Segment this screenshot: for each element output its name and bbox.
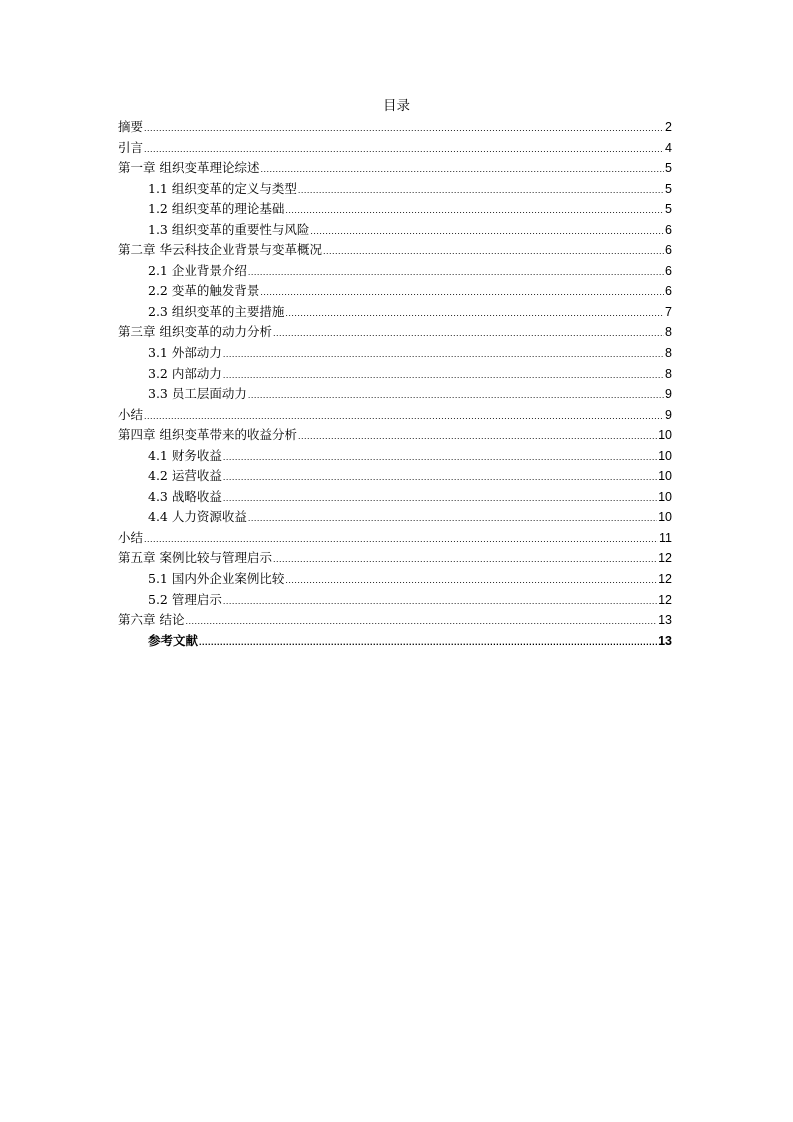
toc-entry-label: 4.1 财务收益	[148, 447, 222, 463]
toc-dot-leader	[248, 262, 664, 282]
toc-entry-page-number: 10	[658, 448, 672, 463]
toc-dot-leader	[144, 406, 664, 426]
toc-entry[interactable]	[118, 179, 672, 200]
toc-entry-page-number: 2	[665, 120, 672, 134]
toc-entry-page-number: 8	[665, 366, 672, 381]
toc-dot-leader	[285, 200, 664, 220]
toc-entry[interactable]	[118, 425, 672, 446]
toc-entry[interactable]	[118, 343, 672, 364]
toc-entry-label: 3.3 员工层面动力	[148, 386, 247, 402]
toc-title: 目录	[383, 98, 410, 114]
toc-entry-page-number: 5	[665, 181, 672, 196]
toc-dot-leader	[185, 611, 657, 631]
toc-entry-label: 引言	[118, 139, 144, 155]
toc-entry[interactable]	[118, 322, 672, 343]
toc-dot-leader	[199, 632, 657, 652]
toc-dot-leader	[223, 488, 657, 508]
toc-entry[interactable]	[118, 158, 672, 179]
toc-entry[interactable]	[118, 466, 672, 487]
toc-dot-leader	[223, 447, 657, 467]
toc-entry[interactable]	[118, 240, 672, 261]
toc-entry-page-number: 11	[659, 530, 672, 545]
toc-entry[interactable]	[118, 220, 672, 241]
toc-entry-label: 第二章 华云科技企业背景与变革概况	[118, 242, 322, 258]
toc-list	[118, 117, 672, 651]
toc-entry-page-number: 10	[658, 489, 672, 504]
toc-entry[interactable]	[118, 528, 672, 549]
toc-entry-label: 2.3 组织变革的主要措施	[148, 303, 285, 319]
toc-entry-page-number: 10	[658, 428, 672, 443]
toc-entry[interactable]	[118, 569, 672, 590]
toc-entry-label: 第三章 组织变革的动力分析	[118, 324, 272, 340]
toc-entry-page-number: 4	[665, 140, 672, 155]
toc-entry-page-number: 13	[658, 633, 672, 648]
toc-entry-page-number: 8	[665, 346, 672, 361]
toc-entry-page-number: 9	[665, 407, 672, 422]
toc-entry-page-number: 10	[658, 469, 672, 484]
toc-dot-leader	[323, 241, 664, 261]
toc-entry-page-number: 13	[658, 613, 672, 628]
toc-entry-page-number: 8	[665, 325, 672, 340]
toc-entry[interactable]	[118, 590, 672, 611]
toc-entry-page-number: 12	[658, 572, 672, 587]
toc-dot-leader	[273, 323, 664, 343]
toc-entry[interactable]	[118, 261, 672, 282]
toc-entry[interactable]	[118, 384, 672, 405]
toc-entry-label: 1.2 组织变革的理论基础	[148, 201, 285, 217]
toc-entry[interactable]	[118, 507, 672, 528]
toc-entry[interactable]	[118, 281, 672, 302]
toc-entry-label: 1.1 组织变革的定义与类型	[148, 180, 297, 196]
toc-entry[interactable]	[118, 199, 672, 220]
toc-dot-leader	[285, 303, 664, 323]
toc-dot-leader	[223, 365, 664, 385]
toc-dot-leader	[310, 221, 664, 241]
toc-entry-label: 第四章 组织变革带来的收益分析	[118, 427, 297, 443]
toc-entry[interactable]	[118, 446, 672, 467]
toc-entry-label: 参考文献	[148, 632, 199, 648]
toc-entry[interactable]	[118, 610, 672, 631]
toc-entry-label: 5.2 管理启示	[148, 591, 222, 607]
toc-dot-leader	[223, 344, 664, 364]
toc-dot-leader	[298, 426, 657, 446]
toc-entry-page-number: 7	[665, 304, 672, 319]
toc-entry[interactable]	[118, 117, 672, 138]
toc-entry-page-number: 5	[665, 161, 672, 176]
toc-dot-leader	[144, 139, 664, 159]
toc-dot-leader	[260, 282, 664, 302]
toc-entry-page-number: 6	[665, 284, 672, 299]
toc-entry-page-number: 6	[665, 222, 672, 237]
toc-entry-page-number: 12	[658, 551, 672, 566]
toc-dot-leader	[260, 159, 664, 179]
toc-entry-label: 小结	[118, 406, 144, 422]
toc-entry-page-number: 9	[665, 387, 672, 402]
toc-entry[interactable]	[118, 138, 672, 159]
toc-dot-leader	[273, 549, 657, 569]
toc-entry[interactable]	[118, 631, 672, 652]
toc-entry-label: 小结	[118, 529, 144, 545]
toc-entry-page-number: 12	[658, 592, 672, 607]
toc-entry-label: 摘要	[118, 119, 144, 134]
toc-entry[interactable]	[118, 487, 672, 508]
toc-entry[interactable]	[118, 548, 672, 569]
toc-entry-label: 4.3 战略收益	[148, 488, 222, 504]
toc-entry-label: 1.3 组织变革的重要性与风险	[148, 221, 310, 237]
toc-dot-leader	[223, 591, 657, 611]
toc-dot-leader	[298, 180, 664, 200]
toc-dot-leader	[223, 467, 657, 487]
toc-entry-page-number: 6	[665, 243, 672, 258]
toc-entry-page-number: 5	[665, 202, 672, 217]
toc-dot-leader	[248, 508, 657, 528]
toc-entry-label: 第六章 结论	[118, 612, 185, 628]
toc-dot-leader	[144, 118, 664, 138]
toc-dot-leader	[285, 570, 657, 590]
toc-entry-label: 2.2 变革的触发背景	[148, 283, 260, 299]
toc-entry-label: 第一章 组织变革理论综述	[118, 160, 260, 176]
toc-entry-page-number: 10	[658, 510, 672, 525]
toc-dot-leader	[144, 529, 658, 549]
toc-entry-label: 4.2 运营收益	[148, 468, 222, 484]
toc-entry-label: 3.1 外部动力	[148, 345, 222, 361]
toc-entry-page-number: 6	[665, 263, 672, 278]
toc-entry[interactable]	[118, 302, 672, 323]
toc-entry[interactable]	[118, 364, 672, 385]
toc-entry-label: 3.2 内部动力	[148, 365, 222, 381]
toc-entry-label: 5.1 国内外企业案例比较	[148, 571, 285, 587]
toc-entry-label: 2.1 企业背景介绍	[148, 262, 247, 278]
toc-dot-leader	[248, 385, 664, 405]
toc-entry-label: 第五章 案例比较与管理启示	[118, 550, 272, 566]
toc-entry-label: 4.4 人力资源收益	[148, 509, 247, 525]
toc-entry[interactable]	[118, 405, 672, 426]
